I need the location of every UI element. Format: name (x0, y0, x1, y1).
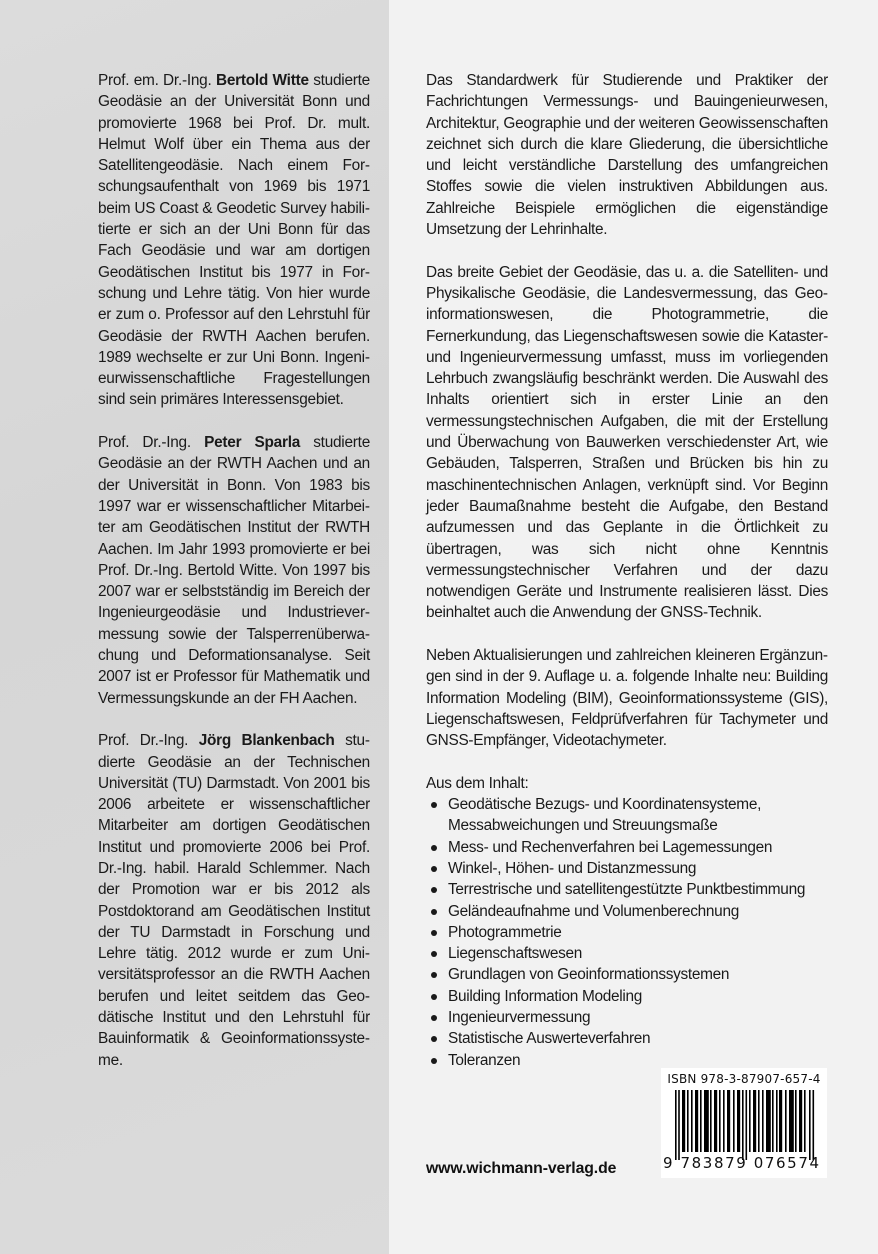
author-bio-sparla: Prof. Dr.-Ing. Peter Sparla studierte Geodäsie an der RWTH Aachen und an der Universität in Bonn. Von 1983 bis 1997 war er wissenschaftlicher Mitarbeiter am Geodätischen Institut der RWTH Aachen. Im Jahr 1993 promovierte er bei Prof. Dr.-Ing. Bertold Witte. Von 1997 bis 2007 war er selbstständig im Bereich der Ingenieurgeodäsie und Industrievermessung sowie der Talsperrenüberwachung und Deformationsanalyse. Seit 2007 ist er Professor für Mathematik und Vermessungskunde an der FH Aachen. (98, 434, 370, 707)
list-item: Photogrammetrie (426, 922, 828, 943)
book-description (426, 70, 828, 1071)
list-item: Winkel-, Höhen- und Distanzmessung (426, 858, 828, 879)
publisher-website-link[interactable]: www.wichmann-verlag.de (426, 1160, 617, 1177)
list-item: Liegenschaftswesen (426, 943, 828, 964)
list-item: Geodätische Bezugs- und Koordinatensysteme, Messabweichungen und Streuungsmaße (426, 794, 828, 837)
list-item: Grundlagen von Geoinformationssystemen (426, 964, 828, 985)
barcode-icon (675, 1090, 815, 1160)
list-item: Geländeaufnahme und Volumenberechnung (426, 901, 828, 922)
list-item: Toleranzen (426, 1050, 828, 1071)
author-name: Bertold Witte (215, 72, 309, 89)
description-paragraph-3: Neben Aktualisierungen und zahlreichen kleineren Ergänzungen sind in der 9. Auflage u. a. folgende Inhalte neu: Building Information Modeling (BIM), Geoinformationssysteme (GIS), Liegenschaftswesen, Feldprüfverfahren für Tachymeter und GNSS-Empfänger, Videotachymeter. (426, 647, 828, 750)
list-item: Ingenieurvermessung (426, 1007, 828, 1028)
contents-list (426, 794, 828, 1071)
author-bio-witte: Prof. em. Dr.-Ing. Bertold Witte studierte Geodäsie an der Universität Bonn und promovierte 1968 bei Prof. Dr. mult. Helmut Wolf über ein Thema aus der Satellitengeodäsie. Nach einem Forschungsaufenthalt von 1969 bis 1971 beim US Coast & Geodetic Survey habilitierte er sich an der Uni Bonn für das Fach Geodäsie und war am dortigen Geodätischen Institut bis 1977 in Forschung und Lehre tätig. Von hier wurde er zum o. Professor auf den Lehrstuhl für Geodäsie der RWTH Aachen berufen. 1989 wechselte er zur Uni Bonn. Ingenieurwissenschaftliche Fragestellungen sind sein primäres Interessensgebiet. (98, 72, 370, 409)
list-item: Terrestrische und satellitengestützte Punktbestimmung (426, 879, 828, 900)
list-item: Mess- und Rechenverfahren bei Lagemessungen (426, 837, 828, 858)
author-bio-blankenbach: Prof. Dr.-Ing. Jörg Blankenbach studierte Geodäsie an der Technischen Universität (TU) Darmstadt. Von 2001 bis 2006 arbeitete er wissenschaftlicher Mitarbeiter am dortigen Geodätischen Institut und promovierte 2006 bei Prof. Dr.-Ing. habil. Harald Schlemmer. Nach der Promotion war er bis 2012 als Postdoktorand am Geodätischen Institut der TU Darmstadt in Forschung und Lehre tätig. 2012 wurde er zum Universitätsprofessor an die RWTH Aachen berufen und leitet seitdem das Geodätische Institut und den Lehrstuhl für Bauinformatik & Geoinformationssysteme. (98, 732, 371, 1069)
isbn-label: ISBN 978-3-87907-657-4 (667, 1072, 821, 1086)
author-name: Jörg Blankenbach (198, 732, 335, 750)
description-paragraph-2: Das breite Gebiet der Geodäsie, das u. a. die Satelliten- und Physikalische Geodäsie, die Landesvermessung, das Geoinformationswesen, die Photogrammetrie, die Fernerkundung, das Liegenschaftswesen sowie die Kataster- und Ingenieurvermessung umfasst, muss im vorliegenden Lehrbuch zwangsläufig beschränkt werden. Die Auswahl des Inhalts orientiert sich in erster Linie an den vermessungstechnischen Aufgaben, die mit der Erstellung und Überwachung von Bauwerken verschiedenster Art, wie Gebäuden, Talsperren, Straßen und Brücken bis hin zu maschinentechnischen Anlagen, verknüpft sind. Vor Beginn jeder Baumaßnahme besteht die Aufgabe, den Bestand aufzumessen und das Geplante in die Örtlichkeit zu übertragen, was sich nicht ohne Kenntnis vermessungstechnischer Verfahren und der dazu notwendigen Geräte und Instrumente realisieren lässt. Dies beinhaltet auch die Anwendung der GNSS-Technik. (426, 263, 828, 622)
contents-heading: Aus dem Inhalt: (426, 774, 529, 792)
list-item: Statistische Auswerteverfahren (426, 1028, 828, 1049)
description-paragraph-1: Das Standardwerk für Studierende und Praktiker der Fachrichtungen Vermessungs- und Bauingenieurwesen, Architektur, Geographie und der weiteren Geowissenschaften zeichnet sich durch die klare Gliederung, die übersichtliche und leicht verständliche Darstellung des umfangreichen Stoffes sowie die vielen instruktiven Abbildungen aus. Zahlreiche Beispiele ermöglichen die eigenständige Umsetzung der Lehrinhalte. (426, 72, 828, 239)
ean-number: 9 783879 076574 (663, 1154, 821, 1172)
list-item: Building Information Modeling (426, 986, 828, 1007)
isbn-barcode (661, 1068, 827, 1178)
author-biographies (98, 70, 370, 1092)
author-name: Peter Sparla (204, 434, 301, 452)
